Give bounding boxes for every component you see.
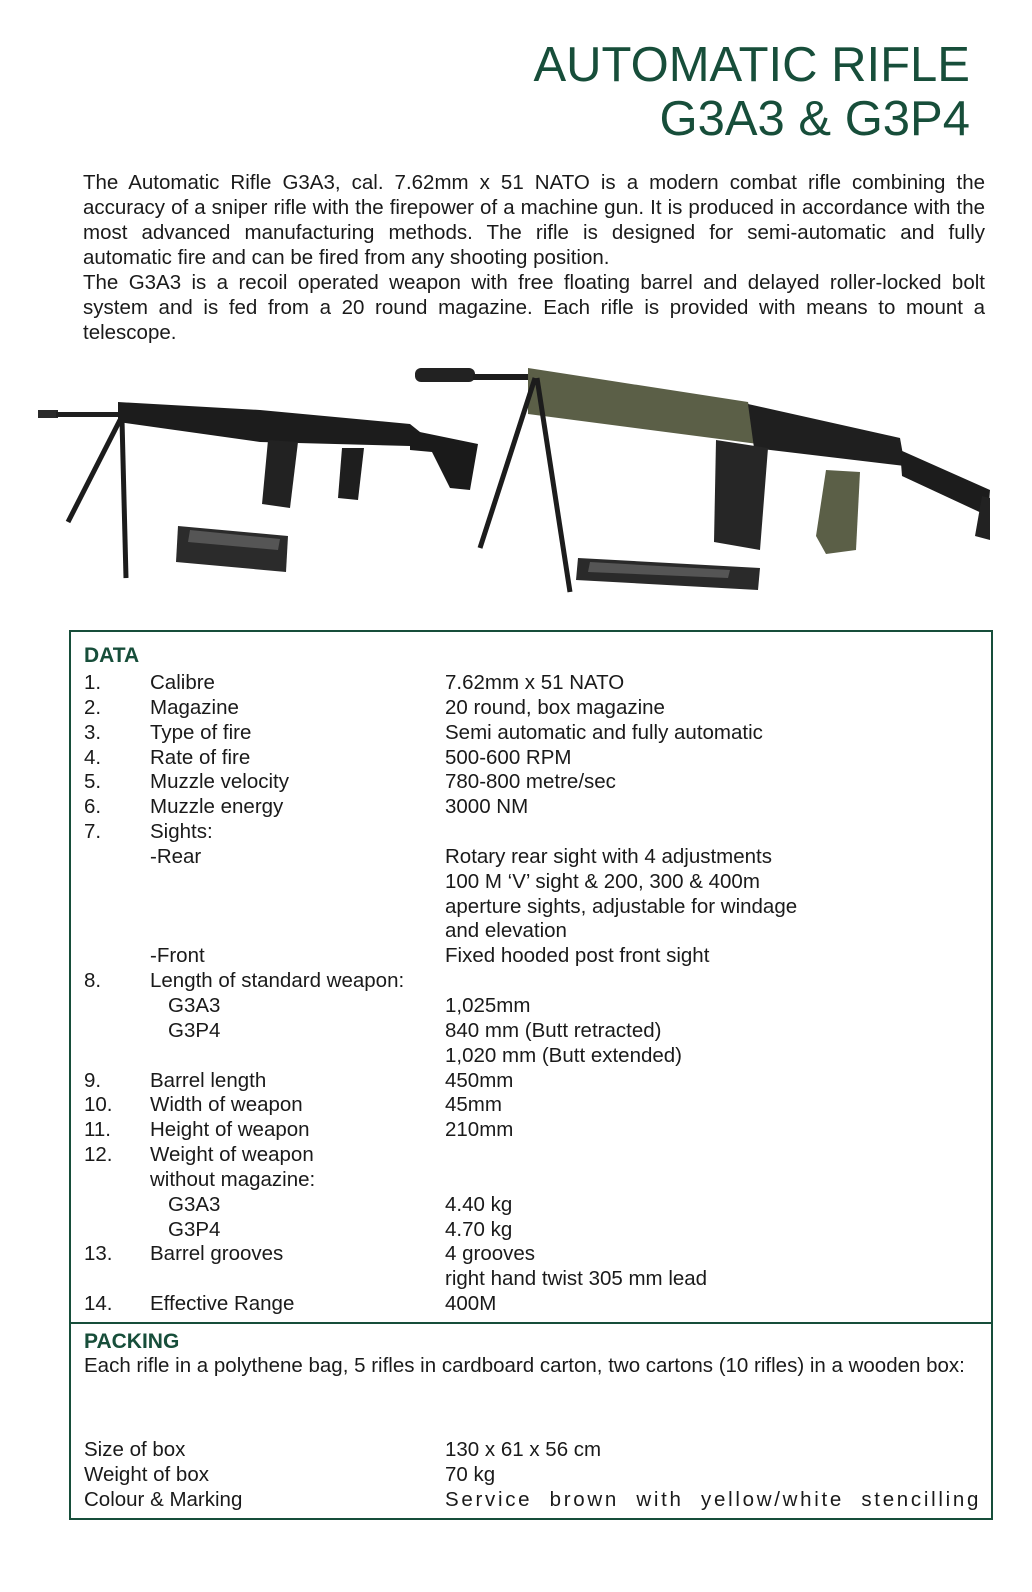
data-row-value: 4 grooves <box>445 1242 536 1266</box>
data-row-value: 450mm <box>445 1068 514 1092</box>
data-row-label: Barrel length <box>150 1068 267 1092</box>
data-row-label: -Rear <box>150 844 202 868</box>
data-row-number: 5. <box>84 770 102 794</box>
data-row-number: 6. <box>84 795 102 819</box>
data-row-label: Effective Range <box>150 1292 295 1316</box>
packing-row <box>84 1462 984 1487</box>
data-row <box>84 1168 984 1193</box>
data-row-label: G3A3 <box>168 1192 221 1216</box>
data-row-value: 100 M ‘V’ sight & 200, 300 & 400m <box>445 869 760 893</box>
data-row-value: aperture sights, adjustable for windage <box>445 894 798 918</box>
packing-row-value: 130 x 61 x 56 cm <box>445 1438 602 1461</box>
packing-row-label: Weight of box <box>84 1463 209 1486</box>
data-row-label: Barrel grooves <box>150 1242 284 1266</box>
data-row <box>84 895 984 920</box>
data-row-value: 7.62mm x 51 NATO <box>445 671 625 694</box>
data-row <box>84 994 984 1019</box>
data-row-value: Rotary rear sight with 4 adjustments <box>445 844 772 868</box>
page-title <box>533 38 970 146</box>
data-row-label: Weight of weapon <box>150 1143 314 1167</box>
data-row-value: 780-800 metre/sec <box>445 770 616 794</box>
packing-row <box>84 1487 984 1512</box>
data-row <box>84 944 984 969</box>
data-row <box>84 1118 984 1143</box>
data-row-number: 8. <box>84 969 102 993</box>
data-row <box>84 795 984 820</box>
data-row-label: Magazine <box>150 695 239 719</box>
spec-frame <box>69 630 993 1520</box>
data-row <box>84 1267 984 1292</box>
intro-text <box>83 170 985 345</box>
data-row-label: Calibre <box>150 671 215 694</box>
data-row-label: G3P4 <box>168 1217 221 1241</box>
data-row-number: 7. <box>84 820 102 844</box>
data-row-label: G3P4 <box>168 1018 221 1042</box>
data-row <box>84 671 984 696</box>
data-row <box>84 1044 984 1069</box>
data-row-label: -Front <box>150 944 205 968</box>
data-row-number: 10. <box>84 1093 113 1117</box>
packing-row-label: Colour & Marking <box>84 1488 243 1511</box>
title-line-1: AUTOMATIC RIFLE <box>533 38 970 92</box>
data-row-label: Rate of fire <box>150 745 251 769</box>
data-row <box>84 721 984 746</box>
packing-row <box>84 1437 984 1462</box>
data-row <box>84 1292 984 1317</box>
data-row <box>84 845 984 870</box>
packing-row-value: 70 kg <box>445 1463 496 1486</box>
data-row-number: 4. <box>84 745 102 769</box>
data-row-value: 20 round, box magazine <box>445 695 665 719</box>
data-row-value: 1,025mm <box>445 993 531 1017</box>
data-row-label: Length of standard weapon: <box>150 969 405 993</box>
data-heading: DATA <box>84 644 140 667</box>
data-row-value: 4.40 kg <box>445 1192 513 1216</box>
rifles-photo <box>30 340 990 602</box>
section-divider <box>71 1322 991 1324</box>
data-row-value: Fixed hooded post front sight <box>445 944 710 968</box>
data-row-value: 3000 NM <box>445 795 529 819</box>
data-row-value: 45mm <box>445 1093 502 1117</box>
intro-paragraph-2: The G3A3 is a recoil operated weapon with free floating barrel and delayed roller-locked bolt system and is fed from a 20 round magazine. Each rifle is provided with means to mount a telescope. <box>83 271 985 344</box>
title-line-2: G3A3 & G3P4 <box>659 92 970 146</box>
data-row <box>84 1019 984 1044</box>
packing-row-label: Size of box <box>84 1438 186 1461</box>
data-row-number: 11. <box>84 1118 111 1142</box>
data-row <box>84 1143 984 1168</box>
data-row <box>84 1242 984 1267</box>
data-row <box>84 820 984 845</box>
data-row-number: 13. <box>84 1242 113 1266</box>
data-row-label: Sights: <box>150 820 213 844</box>
data-row-value: 210mm <box>445 1118 514 1142</box>
data-row-label: Muzzle velocity <box>150 770 289 794</box>
g3p4-rifle-image <box>415 368 990 592</box>
data-row-value: 840 mm (Butt retracted) <box>445 1018 662 1042</box>
data-row-value: 400M <box>445 1292 497 1316</box>
data-row <box>84 696 984 721</box>
data-row-label: G3A3 <box>168 993 221 1017</box>
data-row-value: Semi automatic and fully automatic <box>445 720 763 744</box>
data-row-value: and elevation <box>445 919 567 943</box>
data-row-number: 14. <box>84 1292 113 1316</box>
data-row-value: 500-600 RPM <box>445 745 572 769</box>
data-row-label: Width of weapon <box>150 1093 303 1117</box>
data-row <box>84 746 984 771</box>
data-row-value: 4.70 kg <box>445 1217 513 1241</box>
data-row <box>84 919 984 944</box>
data-row <box>84 1093 984 1118</box>
intro-paragraph-1: The Automatic Rifle G3A3, cal. 7.62mm x 51 NATO is a modern combat rifle combining the accuracy of a sniper rifle with the firepower of a machine gun. It is produced in accordance with the most advanced manufacturing methods. The rifle is designed for semi-automatic and fully automatic fire and can be fired from any shooting position. <box>83 171 985 269</box>
data-row <box>84 870 984 895</box>
packing-table <box>84 1437 984 1512</box>
data-table <box>84 671 984 1317</box>
data-row-number: 3. <box>84 720 102 744</box>
data-row-value: 1,020 mm (Butt extended) <box>445 1043 683 1067</box>
g3a3-rifle-image <box>38 402 478 578</box>
data-row-label: without magazine: <box>150 1167 316 1191</box>
packing-text: Each rifle in a polythene bag, 5 rifles in cardboard carton, two cartons (10 rifles) in a wooden box: <box>84 1354 965 1377</box>
data-row <box>84 1069 984 1094</box>
data-row <box>84 770 984 795</box>
packing-heading: PACKING <box>84 1330 180 1353</box>
data-row <box>84 1218 984 1243</box>
data-row-number: 12. <box>84 1143 113 1167</box>
data-row-number: 2. <box>84 695 102 719</box>
packing-row-value: Service brown with yellow/white stencilling <box>445 1488 982 1511</box>
data-row <box>84 969 984 994</box>
data-row-label: Height of weapon <box>150 1118 310 1142</box>
data-row-label: Muzzle energy <box>150 795 284 819</box>
data-row-number: 1. <box>84 671 102 694</box>
data-row-number: 9. <box>84 1068 102 1092</box>
data-row-value: right hand twist 305 mm lead <box>445 1267 708 1291</box>
data-row-label: Type of fire <box>150 720 252 744</box>
data-row <box>84 1193 984 1218</box>
